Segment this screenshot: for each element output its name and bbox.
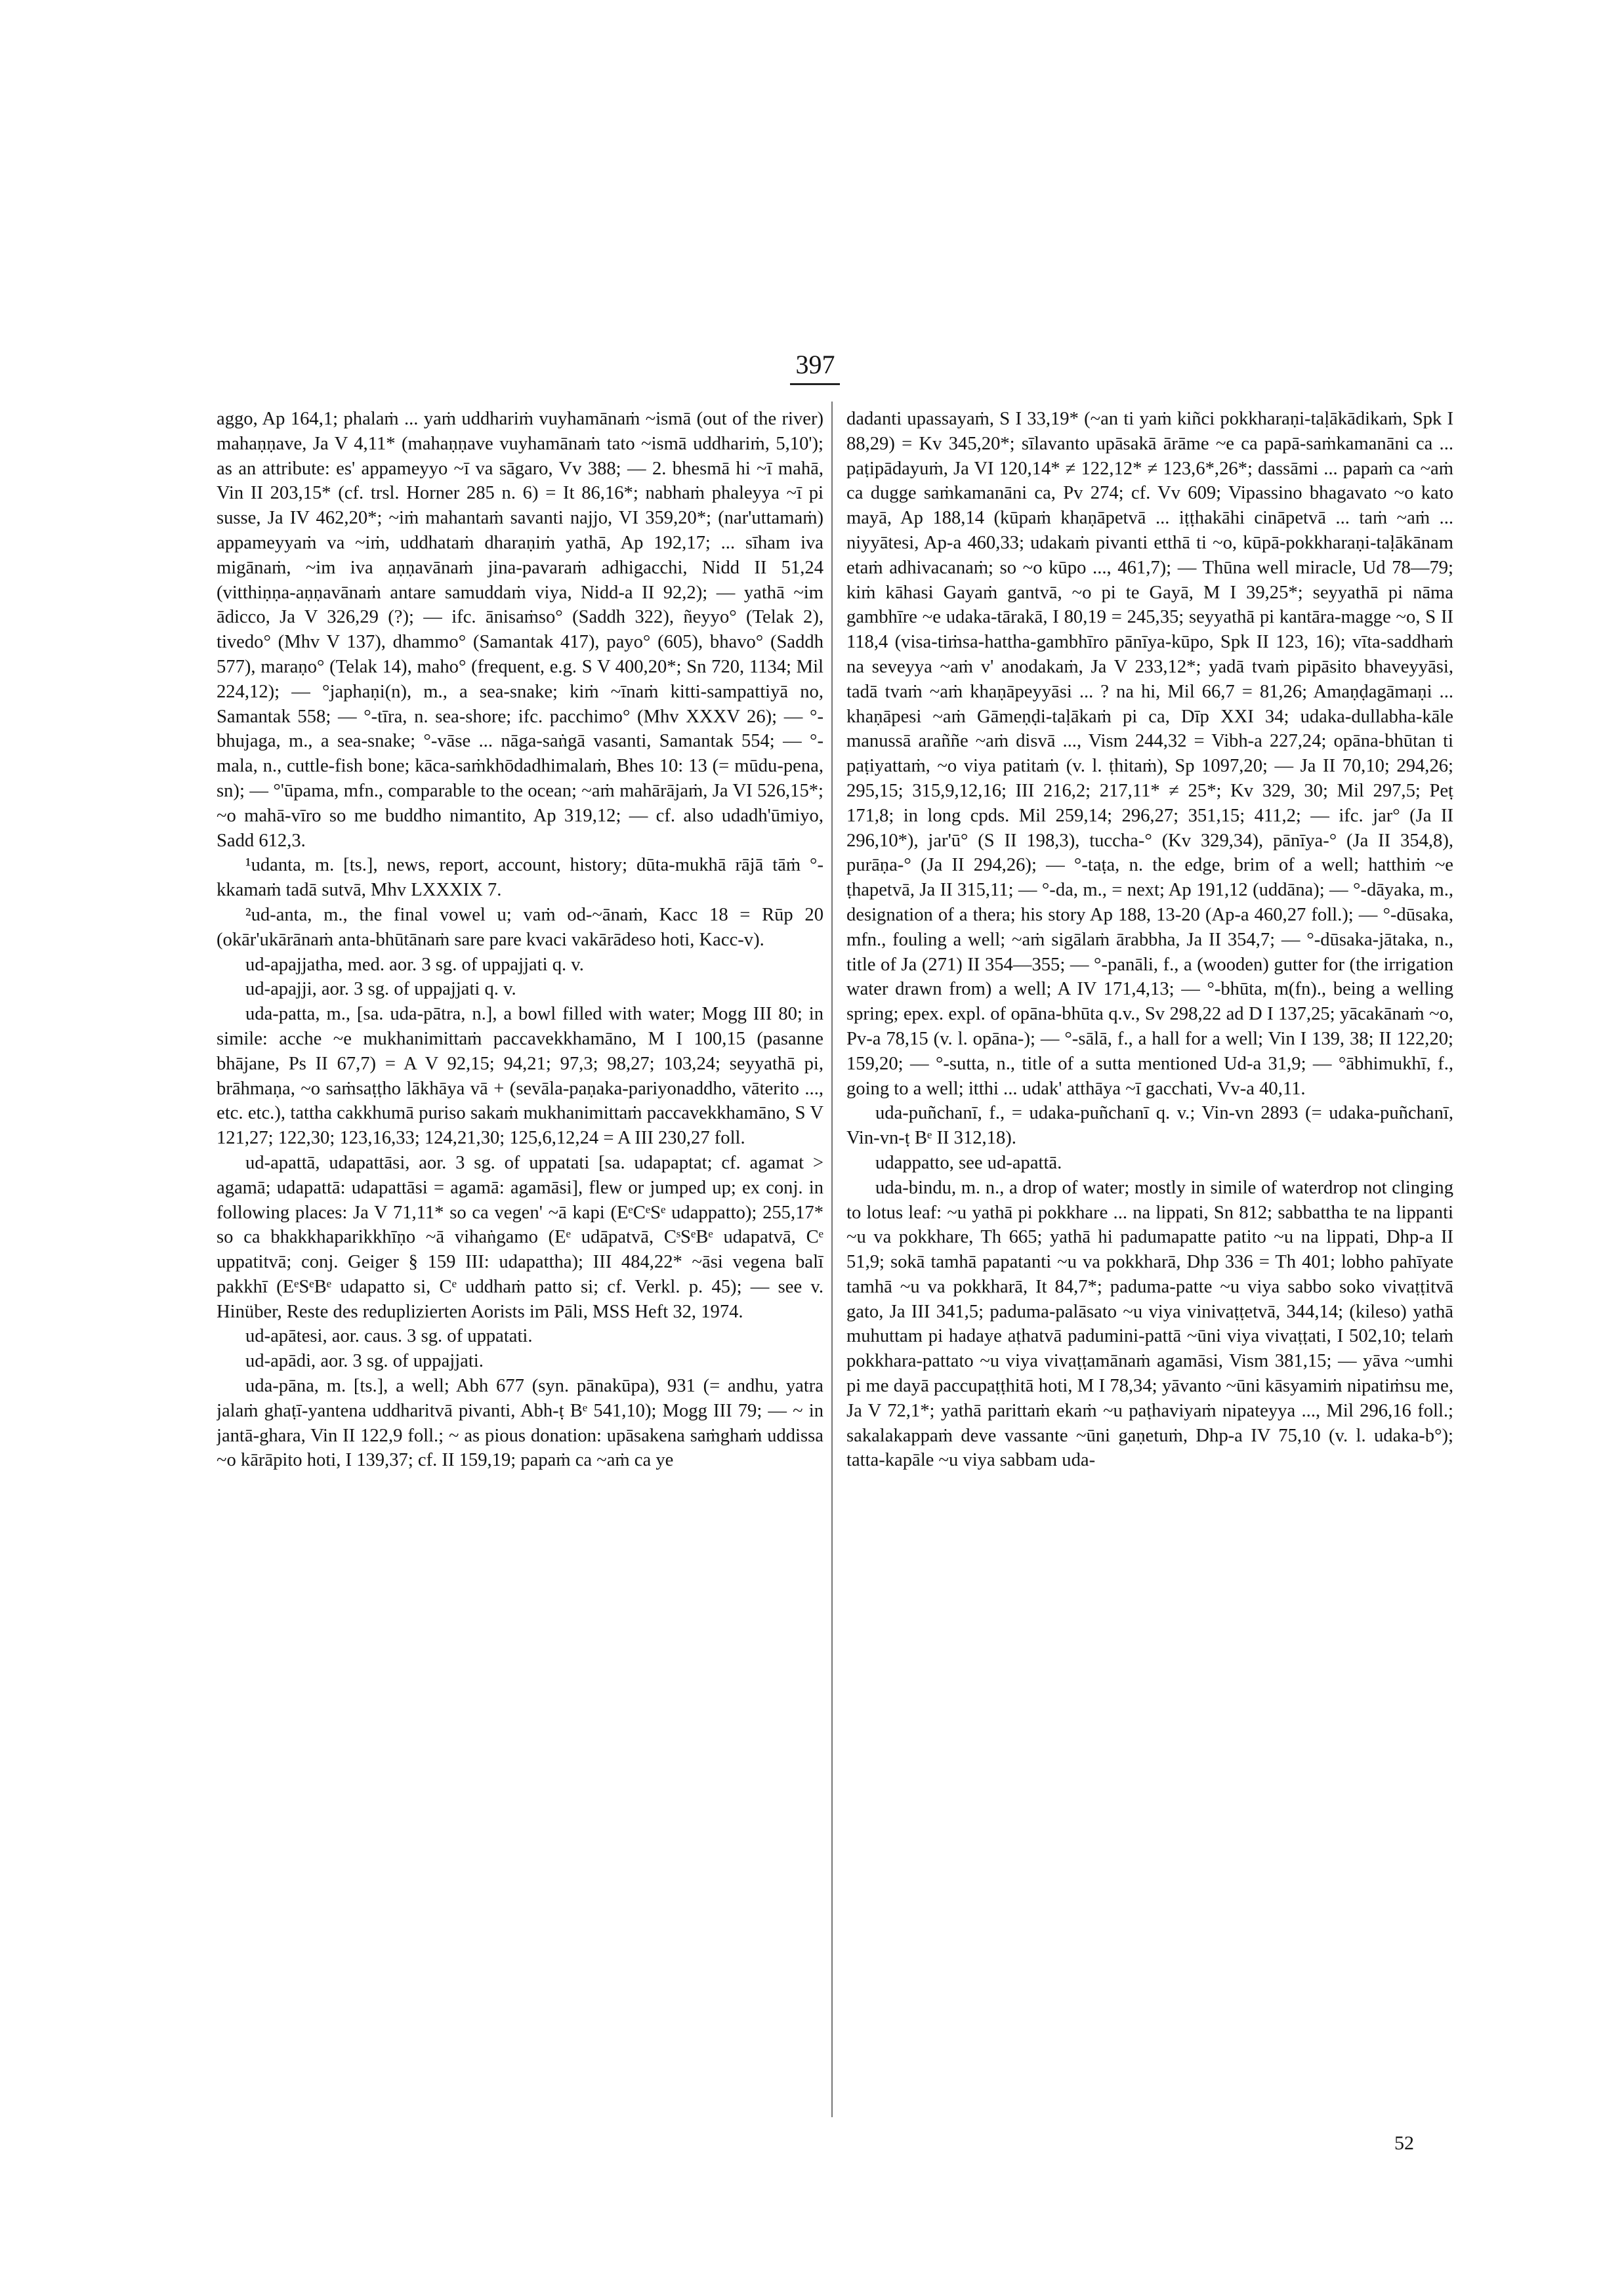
entry-continuation: dadanti upassayaṁ, S I 33,19* (~an ti yaṁ kiñci pokkharaṇi-taḷākādikaṁ, Spk I 88,29) = Kv 345,20*; sīlavanto upāsakā ārāme ~e ca papā-saṁkamanāni ca ... paṭipādayuṁ, Ja VI 120,14* ≠ 122,12* ≠ 123,6*,26*; dassāmi ... papaṁ ca ~aṁ ca dugge saṁkamanāni ca, Pv 274; cf. Vv 609; Vipassino bhagavato ~o kato mayā, Ap 188,14 (kūpaṁ khaṇāpetvā ... iṭṭhakāhi cināpetvā ... taṁ ~aṁ ... niyyātesi, Ap-a 460,33; udakaṁ pivanti etthā ti ~o, kūpā-pokkharaṇi-taḷākānam etaṁ adhivacanaṁ; so ~o kūpo ..., 461,7); — Thūna well miracle, Ud 78—79; kiṁ kāhasi Gayaṁ gantvā, ~o pi te Gayā, M I 39,25*; seyyathā pi nāma gambhīre ~e udaka-tārakā, I 80,19 = 245,35; seyyathā pi kantāra-magge ~o, S II 118,4 (visa-tiṁsa-hattha-gambhīro pānīya-kūpo, Spk II 123, 16); vīta-saddhaṁ na seveyya ~aṁ v' anodakaṁ, Ja V 233,12*; yadā tvaṁ pipāsito bhaveyyāsi, tadā tvaṁ ~aṁ khaṇāpeyyāsi ... ? na hi, Mil 66,7 = 81,26; Amaṇḍagāmaṇi ... khaṇāpesi ~aṁ Gāmeṇḍi-taḷākaṁ pi ca, Dīp XXI 34; udaka-dullabha-kāle manussā araññe ~aṁ disvā ..., Vism 244,32 = Vibh-a 227,24; opāna-bhūtan ti paṭiyattaṁ, ~o viya patitaṁ (v. l. ṭhitaṁ), Sp 1097,20; — Ja II 70,10; 294,26; 295,15; 315,9,12,16; III 216,2; 217,11* ≠ 25*; Kv 329, 30; Mil 297,5; Peṭ 171,8; in long cpds. Mil 259,14; 296,27; 351,15; 411,2; — ifc. jar° (Ja II 296,10*), jar'ū° (S II 198,3), tuccha-° (Kv 329,34), pānīya-° (Ja II 354,8), purāṇa-° (Ja II 294,26); — °-taṭa, n. the edge, brim of a well; hatthiṁ ~e ṭhapetvā, Ja II 315,11; — °-da, m., = next; Ap 191,12 (uddāna); — °-dāyaka, m., designation of a thera; his story Ap 188, 13-20 (Ap-a 460,27 foll.); — °-dūsaka, mfn., fouling a well; ~aṁ sigālaṁ ārabbha, Ja II 354,7; — °-dūsaka-jātaka, n., title of Ja (271) II 354—355; — °-panāli, f., a (wooden) gutter for (the irrigation water drawn from) a well; A IV 171,4,13; — °-bhūta, m(fn)., being a welling spring; epex. expl. of opāna-bhūta q.v., Sv 298,22 ad D I 137,25; yācakānaṁ ~o, Pv-a 78,15 (v. l. opāna-); — °-sālā, f., a hall for a well; Vin I 139, 38; II 122,20; 159,20; — °-sutta, n., title of a sutta mentioned Ud-a 31,9; — °ābhimukhī, f., going to a well; itthi ... udak' atthāya ~ī gacchati, Vv-a 40,11. bbox=[846, 409, 1453, 1099]
entry-continuation: aggo, Ap 164,1; phalaṁ ... yaṁ uddhariṁ vuyhamānaṁ ~ismā (out of the river) mahaṇṇave, Ja V 4,11* (mahaṇṇave vuyhamānaṁ tato ~ismā uddhariṁ, 5,10'); as an attribute: es' appameyyo ~ī va sāgaro, Vv 388; — 2. bhesmā hi ~ī mahā, Vin II 203,15* (cf. trsl. Horner 285 n. 6) = It 86,16*; nabhaṁ phaleyya ~ī pi susse, Ja IV 462,20*; ~iṁ mahantaṁ savanti najjo, VI 359,20*; (nar'uttamaṁ) appameyyaṁ va ~iṁ, uddhataṁ dharaṇiṁ yathā, Ap 192,17; ... sīham iva migānaṁ, ~im iva aṇṇavānaṁ jina-pavaraṁ adhigacchi, Nidd II 51,24 (vitthiṇṇa-aṇṇavānaṁ antare samuddaṁ viya, Nidd-a II 92,2); — yathā ~im ādicco, Ja V 326,29 (?); — ifc. ānisaṁso° (Saddh 322), ñeyyo° (Telak 2), tivedo° (Mhv V 137), dhammo° (Samantak 417), payo° (605), bhavo° (Saddh 577), maraṇo° (Telak 14), maho° (frequent, e.g. S V 400,20*; Sn 720, 1134; Mil 224,12); — °japhaṇi(n), m., a sea-snake; kiṁ ~īnaṁ kitti-sampattiyā no, Samantak 558; — °-tīra, n. sea-shore; ifc. pacchimo° (Mhv XXXV 26); — °-bhujaga, m., a sea-snake; °-vāse ... nāga-saṅgā vasanti, Samantak 554; — °-mala, n., cuttle-fish bone; kāca-saṁkhōdadhimalaṁ, Bhes 10: 13 (= mūdu-pena, sn); — °'ūpama, mfn., comparable to the ocean; ~aṁ mahārājaṁ, Ja VI 526,15*; ~o mahā-vīro so me buddho nimantito, Ap 319,12; — cf. also udadh'ūmiyo, Sadd 612,3. bbox=[217, 409, 823, 851]
page-number: 397 bbox=[795, 350, 835, 379]
dictionary-entry: ²ud-anta, m., the final vowel u; vaṁ od-~ānaṁ, Kacc 18 = Rūp 20 (okār'ukārānaṁ anta-bhūtānaṁ sare pare kvaci vakārādeso hoti, Kacc-v). bbox=[217, 904, 823, 950]
right-column bbox=[846, 407, 1453, 2126]
dictionary-entry: ud-apātesi, aor. caus. 3 sg. of uppatati. bbox=[245, 1326, 533, 1347]
dictionary-entry: uda-puñchanī, f., = udaka-puñchanī q. v.; Vin-vn 2893 (= udaka-puñchanī, Vin-vn-ṭ Bᵉ II 312,18). bbox=[846, 1103, 1453, 1149]
dictionary-entry: ¹udanta, m. [ts.], news, report, account, history; dūta-mukhā rājā tāṁ °-kkamaṁ tadā sutvā, Mhv LXXXIX 7. bbox=[217, 855, 823, 901]
left-column bbox=[217, 407, 823, 2126]
page-number-rule bbox=[790, 383, 840, 385]
dictionary-entry: ud-apajjatha, med. aor. 3 sg. of uppajjati q. v. bbox=[245, 954, 584, 975]
dictionary-entry: ud-apajji, aor. 3 sg. of uppajjati q. v. bbox=[245, 979, 516, 1000]
printer-signature: 52 bbox=[1394, 2132, 1414, 2154]
dictionary-entry: udappatto, see ud-apattā. bbox=[875, 1152, 1062, 1173]
dictionary-entry: ud-apādi, aor. 3 sg. of uppajjati. bbox=[245, 1351, 484, 1372]
dictionary-entry: uda-pāna, m. [ts.], a well; Abh 677 (syn. pānakūpa), 931 (= andhu, yatra jalaṁ ghaṭī-yantena uddharitvā pivanti, Abh-ṭ Bᵉ 541,10); Mogg III 79; — ~ in jantā-ghara, Vin II 122,9 foll.; ~ as pious donation: upāsakena saṁghaṁ uddissa ~o kārāpito hoti, I 139,37; cf. II 159,19; papaṁ ca ~aṁ ca ye bbox=[217, 1376, 823, 1471]
dictionary-entry: ud-apattā, udapattāsi, aor. 3 sg. of uppatati [sa. udapaptat; cf. agamat > agamā; udapattā: udapattāsi = agamā: agamāsi], flew or jumped up; ex conj. in following places: Ja V 71,11* so ca vegen' ~ā kapi (EᵉCᵉSᵉ udappatto); 255,17* so ca bhakkhaparikkhīṇo ~ā vihaṅgamo (Eᵉ udāpatvā, CˢSᵉBᵉ udapatvā, Cᵉ uppatitvā; conj. Geiger § 159 III: udapattha); III 484,22* ~āsi vegena balī pakkhī (EᵉSᵉBᵉ udapatto si, Cᵉ uddhaṁ patto si; cf. Verkl. p. 45); — see v. Hinüber, Reste des reduplizierten Aorists im Pāli, MSS Heft 32, 1974. bbox=[217, 1152, 823, 1322]
dictionary-entry: uda-bindu, m. n., a drop of water; mostly in simile of waterdrop not clinging to lotus leaf: ~u yathā pi pokkhare ... na lippati, Sn 812; sabbattha te na lippanti ~u va pokkhare, Th 665; yathā hi padumapatte patito ~u na lippati, Dhp-a II 51,9; sokā tamhā papatanti ~u va pokkharā, Dhp 336 = Th 401; lobho pahīyate tamhā ~u va pokkharā, It 84,7*; paduma-patte ~u viya sabbo soko vivaṭṭitvā gato, Ja III 341,5; paduma-palāsato ~u viya vinivaṭṭetvā, 344,14; (kileso) yathā muhuttam pi hadaye aṭhatvā padumini-pattā ~ūni viya vivaṭṭati, I 502,10; telaṁ pokkhara-pattato ~u viya vivaṭṭamānaṁ agamāsi, Vism 381,15; — yāva ~umhi pi me dayā paccupaṭṭhitā hoti, M I 78,34; yāvanto ~ūni kāsyamiṁ nipatiṁsu me, Ja V 72,1*; yathā parittaṁ ekaṁ ~u paṭhaviyaṁ nipateyya ..., Mil 296,16 foll.; sakalakappaṁ deve vassante ~ūni gaṇetuṁ, Dhp-a IV 75,10 (v. l. udaka-b°); tatta-kapāle ~u viya sabbam uda- bbox=[846, 1177, 1453, 1471]
column-divider bbox=[831, 402, 833, 2117]
dictionary-entry: uda-patta, m., [sa. uda-pātra, n.], a bowl filled with water; Mogg III 80; in simile: acche ~e mukhanimittaṁ paccavekkhamāno, M I 100,15 (pasanne bhājane, Ps II 67,7) = A V 92,15; 94,21; 97,3; 98,27; 103,24; seyyathā pi, brāhmaṇa, ~o saṁsaṭṭho lākhāya vā + (sevāla-paṇaka-pariyonaddho, vāterito ..., etc. etc.), tattha cakkhumā puriso sakaṁ mukhanimittaṁ paccavekkhamāno, S V 121,27; 122,30; 123,16,33; 124,21,30; 125,6,12,24 = A III 230,27 foll. bbox=[217, 1004, 823, 1149]
